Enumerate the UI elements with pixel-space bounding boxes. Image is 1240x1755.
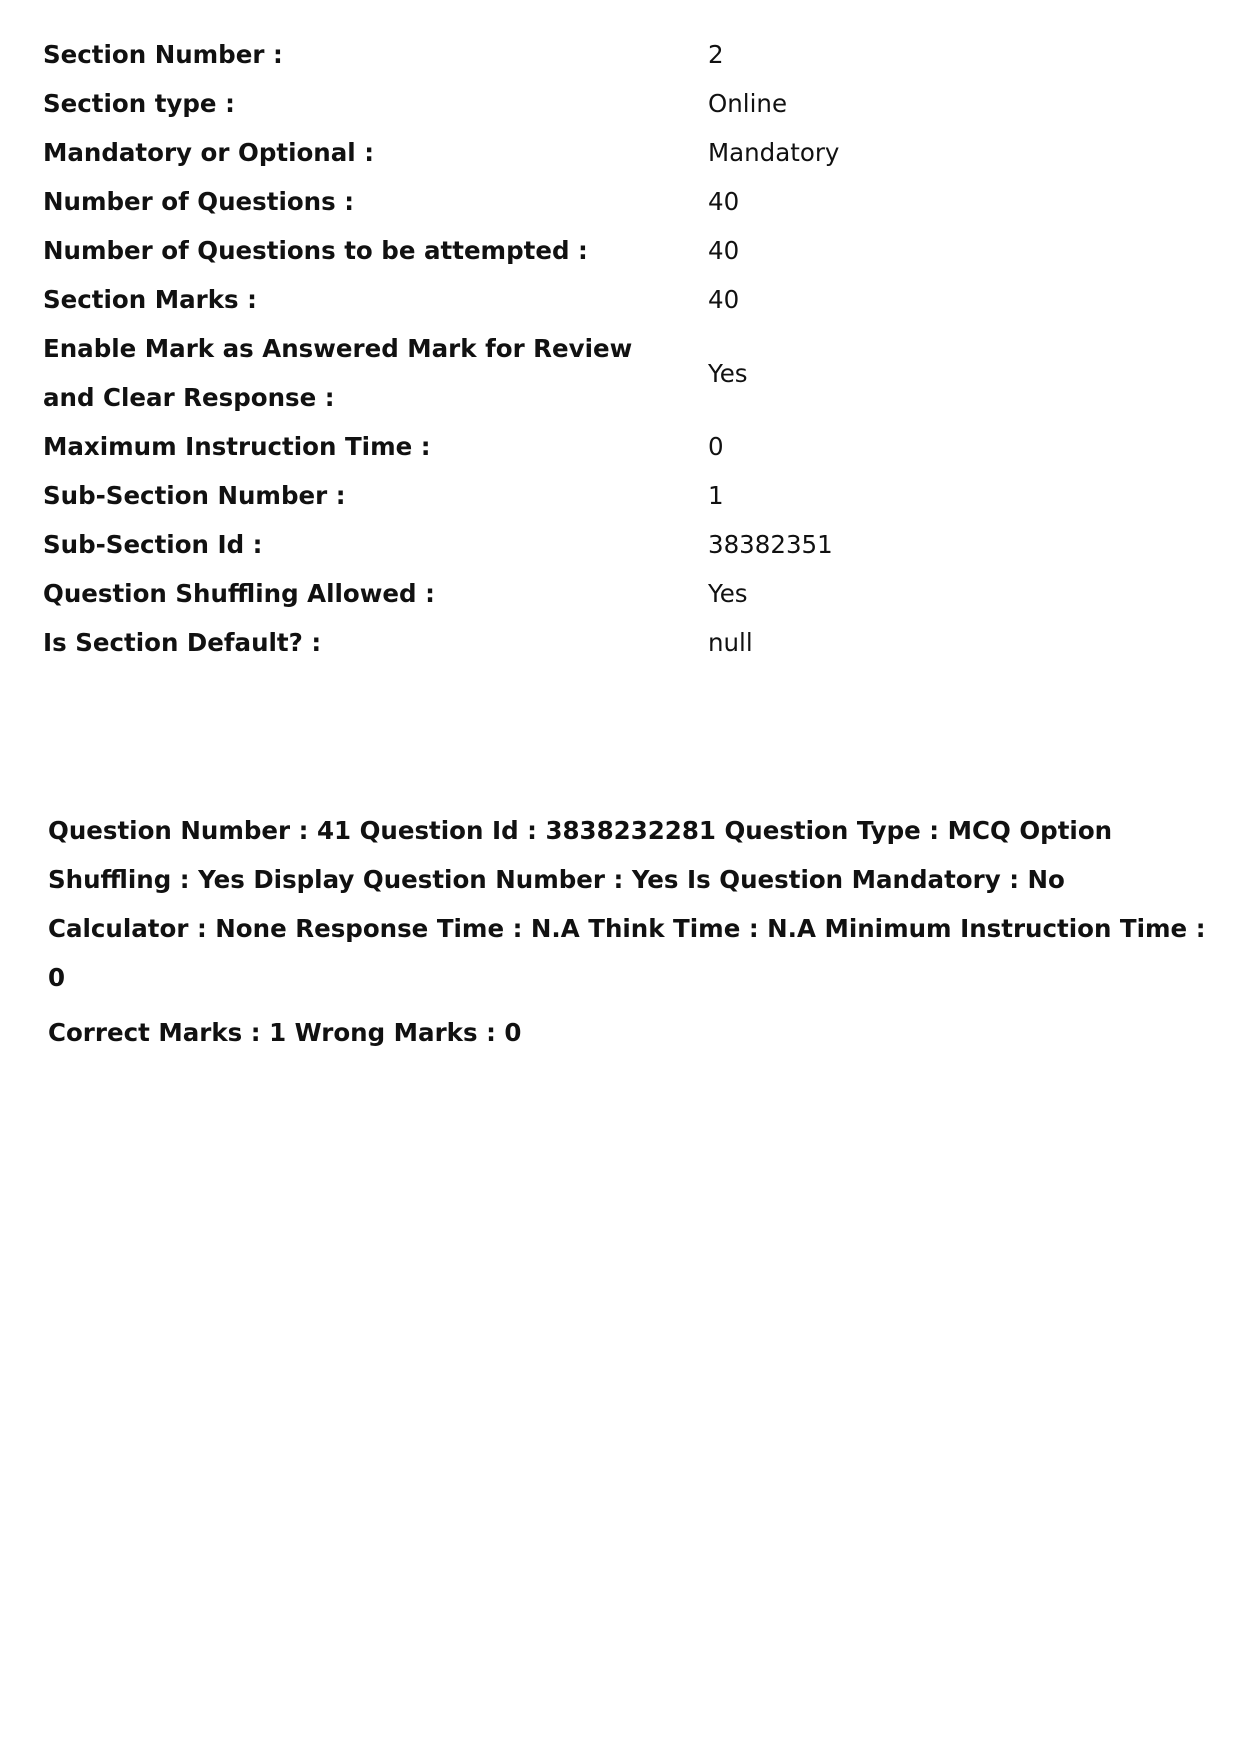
- enable-mark-value: Yes: [708, 358, 748, 388]
- section-marks-label: Section Marks :: [43, 285, 257, 314]
- section-default-value: null: [708, 628, 753, 657]
- section-info-row: [43, 30, 1193, 79]
- num-questions-value: 40: [708, 187, 740, 216]
- section-info-row: [43, 520, 1193, 569]
- section-info-row: [43, 177, 1193, 226]
- sub-section-id-label: Sub-Section Id :: [43, 530, 263, 559]
- section-info-row: [43, 226, 1193, 275]
- section-number-label: Section Number :: [43, 40, 283, 69]
- num-questions-label: Number of Questions :: [43, 187, 355, 216]
- num-attempt-value: 40: [708, 236, 740, 265]
- enable-mark-label: Enable Mark as Answered Mark for Review and Clear Response :: [43, 334, 633, 412]
- question-marks: Correct Marks : 1 Wrong Marks : 0: [48, 1018, 522, 1047]
- question-block: [48, 806, 1208, 1057]
- section-type-value: Online: [708, 89, 788, 118]
- sub-section-number-value: 1: [708, 481, 724, 510]
- section-default-label: Is Section Default? :: [43, 628, 322, 657]
- section-type-label: Section type :: [43, 89, 235, 118]
- section-info-table: [43, 30, 1193, 667]
- max-instruction-time-value: 0: [708, 432, 724, 461]
- max-instruction-time-label: Maximum Instruction Time :: [43, 432, 431, 461]
- mandatory-label: Mandatory or Optional :: [43, 138, 375, 167]
- section-info-row: [43, 275, 1193, 324]
- sub-section-number-label: Sub-Section Number :: [43, 481, 346, 510]
- section-info-row: [43, 618, 1193, 667]
- section-info-row: [43, 422, 1193, 471]
- question-meta: Question Number : 41 Question Id : 3838232281 Question Type : MCQ Option Shuffling : Yes Display Question Number : Yes Is Question Mandatory : No Calculator : None Response Time : N.A Think Time : N.A Minimum Instruction Time : 0: [48, 816, 1206, 992]
- question-shuffling-label: Question Shuffling Allowed :: [43, 579, 435, 608]
- section-info-row: [43, 324, 1193, 422]
- section-marks-value: 40: [708, 285, 740, 314]
- question-shuffling-value: Yes: [708, 579, 748, 608]
- section-info-row: [43, 569, 1193, 618]
- sub-section-id-value: 38382351: [708, 530, 833, 559]
- num-attempt-label: Number of Questions to be attempted :: [43, 236, 588, 265]
- section-info-row: [43, 128, 1193, 177]
- section-info-row: [43, 79, 1193, 128]
- section-number-value: 2: [708, 40, 724, 69]
- mandatory-value: Mandatory: [708, 138, 840, 167]
- section-info-row: [43, 471, 1193, 520]
